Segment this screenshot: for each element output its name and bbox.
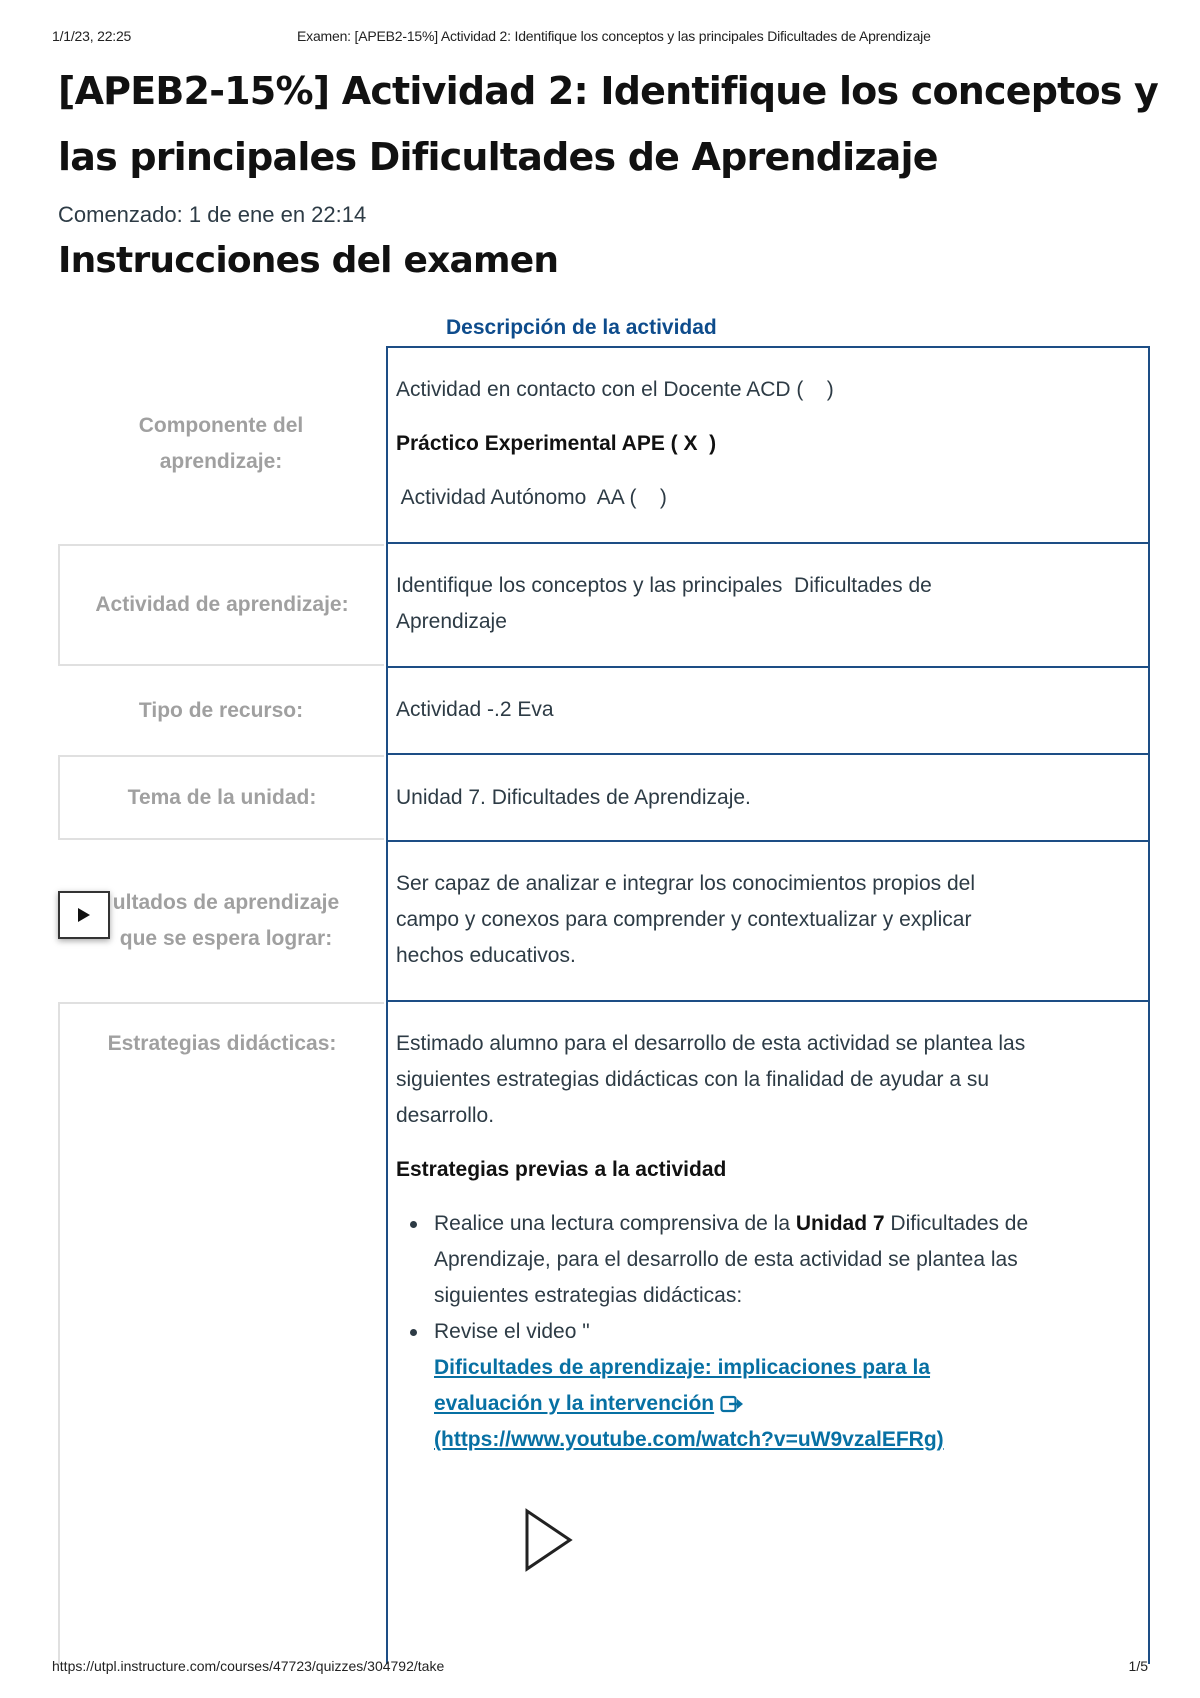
video-link-line-2: evaluación y la intervención — [434, 1392, 715, 1415]
page-title — [58, 58, 1158, 190]
print-footer — [52, 1658, 1148, 1680]
print-date: 1/1/23, 22:25 — [52, 28, 132, 44]
value-resultados — [396, 866, 1136, 974]
print-page-number: 1/5 — [1128, 1658, 1148, 1674]
row-separator — [386, 542, 1150, 544]
label-componente — [58, 346, 384, 542]
row-separator — [386, 666, 1150, 668]
label-tipo-text: Tipo de recurso: — [138, 698, 304, 722]
estrategias-list — [396, 1206, 1136, 1458]
resultados-line-2: campo y conexos para comprender y contextualizar y explicar — [396, 908, 972, 931]
label-tipo — [58, 668, 384, 753]
label-estrategias-text: Estrategias didácticas: — [107, 1032, 337, 1055]
row-separator — [386, 346, 1150, 348]
componente-acd: Actividad en contacto con el Docente ACD ( ) — [396, 378, 834, 401]
actividad-line-1: Identifique los conceptos y las principales Dificultades de — [396, 574, 932, 597]
list-item — [396, 1314, 1136, 1458]
bullet1-line-2: Aprendizaje, para el desarrollo de esta actividad se plantea las — [434, 1248, 1018, 1271]
label-componente-line-1: Componente del — [138, 414, 304, 437]
value-actividad — [396, 568, 1136, 640]
print-header — [52, 28, 1148, 50]
started-timestamp: Comenzado: 1 de ene en 22:14 — [58, 202, 367, 227]
row-separator — [386, 753, 1150, 755]
video-play-icon[interactable] — [524, 1508, 574, 1572]
bullet1-suffix: Dificultades de — [884, 1212, 1029, 1235]
label-resultados-line-2: que se espera lograr: — [119, 927, 333, 950]
estrategias-intro-line-3: desarrollo. — [396, 1104, 495, 1127]
actividad-line-2: Aprendizaje — [396, 610, 507, 633]
print-doc-title: Examen: [APEB2-15%] Actividad 2: Identifique los conceptos y las principales Dificultades de Aprendizaje — [297, 28, 931, 44]
estrategias-intro-line-1: Estimado alumno para el desarrollo de esta actividad se plantea las — [396, 1032, 1026, 1055]
value-componente — [396, 372, 1136, 516]
table-caption: Descripción de la actividad — [446, 316, 717, 339]
bullet2-text: Revise el video " — [434, 1320, 590, 1343]
value-estrategias — [396, 1026, 1136, 1458]
bullet1-line-3: siguientes estrategias didácticas: — [434, 1284, 743, 1307]
bullet1-bold: Unidad 7 — [795, 1212, 885, 1235]
label-actividad — [58, 544, 384, 666]
list-item — [396, 1206, 1136, 1314]
componente-ape: Práctico Experimental APE ( X ) — [396, 432, 717, 455]
label-tema-text: Tema de la unidad: — [127, 785, 317, 809]
label-tema — [58, 755, 384, 840]
print-url: https://utpl.instructure.com/courses/47723/quizzes/304792/take — [52, 1658, 445, 1674]
resultados-line-1: Ser capaz de analizar e integrar los conocimientos propios del — [396, 872, 975, 895]
estrategias-intro-line-2: siguientes estrategias didácticas con la finalidad de ayudar a su — [396, 1068, 990, 1091]
page-title-line-2: las principales Dificultades de Aprendizaje — [58, 135, 938, 179]
external-link-icon — [720, 1394, 744, 1414]
video-link-url: (https://www.youtube.com/watch?v=uW9vzalEFRg) — [434, 1428, 944, 1451]
value-tipo: Actividad -.2 Eva — [396, 698, 554, 721]
video-link[interactable] — [434, 1350, 1136, 1458]
play-icon — [77, 907, 91, 923]
estrategias-subheading: Estrategias previas a la actividad — [396, 1158, 727, 1181]
media-play-button[interactable] — [58, 891, 110, 939]
video-link-line-1: Dificultades de aprendizaje: implicaciones para la — [434, 1356, 931, 1379]
label-actividad-text: Actividad de aprendizaje: — [95, 593, 349, 616]
label-estrategias — [58, 1002, 384, 1664]
componente-aa: Actividad Autónomo AA ( ) — [396, 486, 667, 509]
row-separator — [386, 840, 1150, 842]
label-resultados-line-1: ultados de aprendizaje — [112, 891, 340, 914]
value-tema: Unidad 7. Dificultades de Aprendizaje. — [396, 786, 751, 809]
resultados-line-3: hechos educativos. — [396, 944, 576, 967]
row-separator — [386, 1000, 1150, 1002]
label-componente-line-2: aprendizaje: — [159, 450, 283, 473]
section-heading: Instrucciones del examen — [58, 240, 559, 281]
page-title-line-1: [APEB2-15%] Actividad 2: Identifique los conceptos y — [58, 69, 1158, 113]
bullet1-prefix: Realice una lectura comprensiva de la — [434, 1212, 796, 1235]
